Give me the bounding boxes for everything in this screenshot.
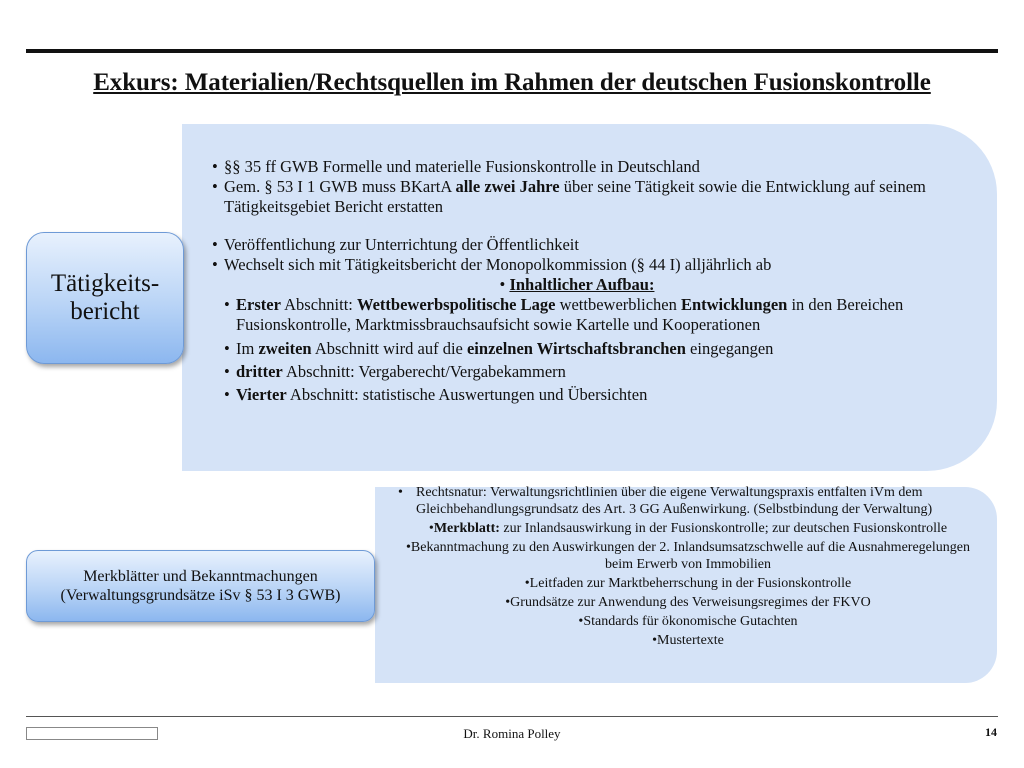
merkblaetter-label-line-2: (Verwaltungsgrundsätze iSv § 53 I 3 GWB) <box>60 587 341 604</box>
page-number: 14 <box>985 725 997 739</box>
list-item: •Mustertexte <box>652 633 724 648</box>
list-item: • Erster Abschnitt: Wettbewerbspolitische Lage wettbewerblichen Entwicklungen in den Bereichen Fusionskontrolle, Marktmissbrauchsaufsicht sowie Kartelle und Kooperationen <box>224 295 972 335</box>
list-item: • Veröffentlichung zur Unterrichtung der Öffentlichkeit <box>212 235 972 255</box>
list-item: • Wechselt sich mit Tätigkeitsbericht der Monopolkommission (§ 44 I) alljährlich ab <box>212 255 972 275</box>
list-item: • Gem. § 53 I 1 GWB muss BKartA alle zwei Jahre über seine Tätigkeit sowie die Entwicklung auf seinem Tätigkeitsgebiet Bericht erstatten <box>212 177 972 217</box>
section-heading: • Inhaltlicher Aufbau: <box>499 275 655 294</box>
list-item: •Merkblatt: zur Inlandsauswirkung in der Fusionskontrolle; zur deutschen Fusionskontrolle <box>428 521 948 536</box>
taetigkeitsbericht-label-line-1: Tätigkeits- <box>50 270 160 297</box>
bottom-rule <box>26 716 998 717</box>
taetigkeitsbericht-list <box>212 157 972 405</box>
list-item: • dritter Abschnitt: Vergaberecht/Vergabekammern <box>224 362 972 382</box>
list-item: • Rechtsnatur: Verwaltungsrichtlinien über die eigene Verwaltungspraxis entfalten iVm dem Gleichbehandlungsgrundsatz des Art. 3 GG Außenwirkung. (Selbstbindung der Verwaltung) <box>398 484 978 518</box>
top-rule <box>26 49 998 53</box>
page-title: Exkurs: Materialien/Rechtsquellen im Rahmen der deutschen Fusionskontrolle <box>93 69 931 96</box>
taetigkeitsbericht-label-line-2: bericht <box>70 298 140 325</box>
footer-author: Dr. Romina Polley <box>463 726 561 741</box>
merkblaetter-list <box>398 484 978 649</box>
list-item: • Vierter Abschnitt: statistische Auswertungen und Übersichten <box>224 385 972 405</box>
merkblaetter-label <box>26 550 375 622</box>
list-item: •Standards für ökonomische Gutachten <box>578 614 798 629</box>
list-item: •Grundsätze zur Anwendung des Verweisungsregimes der FKVO <box>505 595 871 610</box>
list-item: • Im zweiten Abschnitt wird auf die einzelnen Wirtschaftsbranchen eingegangen <box>224 339 972 359</box>
taetigkeitsbericht-label <box>26 232 184 364</box>
list-item: •Leitfaden zur Marktbeherrschung in der Fusionskontrolle <box>524 576 852 591</box>
list-item: •Bekanntmachung zu den Auswirkungen der 2. Inlandsumsatzschwelle auf die Ausnahmeregelungen beim Erwerb von Immobilien <box>406 540 970 572</box>
merkblaetter-label-line-1: Merkblätter und Bekanntmachungen <box>83 568 318 585</box>
list-item: • §§ 35 ff GWB Formelle und materielle Fusionskontrolle in Deutschland <box>212 157 972 177</box>
